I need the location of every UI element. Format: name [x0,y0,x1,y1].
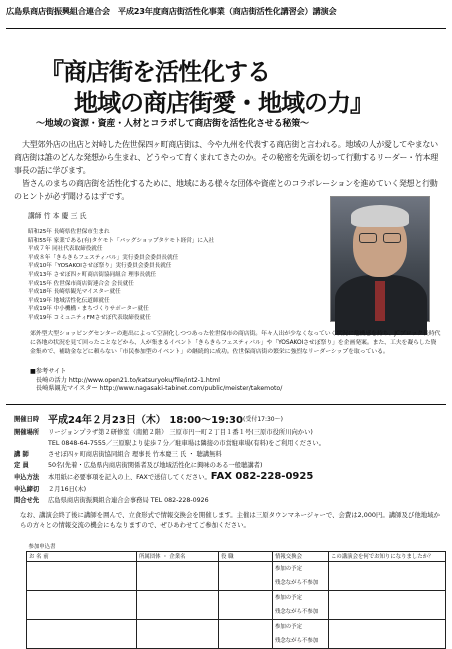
intro-text [14,138,442,203]
source-field[interactable] [329,561,446,590]
form-caption: 参加申込書 [28,544,56,551]
career-list [28,228,214,323]
lecturer-label: 講 師 [14,451,29,458]
form-entry-row [27,590,446,619]
date-value: 平成24年２月23日（木） 18:00～19:30 [48,414,243,426]
intro-paragraph-2: 皆さんのまちの商店街を活性化するために、地域にある様々な団体や資産とのコラボレーションを進めていく発想と行動のヒントが必ず聞けるはずです。 [14,179,438,201]
title-line-2: 地域の商店街愛・地域の力』 [74,88,373,117]
reference-sites [30,368,282,394]
career-item: 平成７年 同社代表取締役就任 [28,246,103,253]
career-item: 昭和25年 長崎県佐世保市生まれ [28,229,110,235]
source-field[interactable] [329,619,446,648]
career-item: 平成19年 中小機構・まちづくりサポーター就任 [28,306,149,313]
lecturer-value: させぼ四ヶ町商店街協同組合 理事長 竹本慶三 氏 ・ 聴講無料 [48,451,222,458]
form-header-exchange: 情報交換会 [273,551,329,561]
deadline-value: ２月16日(木) [48,486,87,493]
form-header-source: この講演会を何でお知りになりましたか？ [329,551,446,561]
capacity-value: 50名(先着・広島県内商店街関係者及び地域活性化に興味のある一般聴講者) [48,462,263,469]
career-item: 平成８年「きらきらフェスティバル」実行委員会委員長就任 [28,254,179,261]
lecturer-description: 郊外型大型ショッピングセンターの進出によって空洞化しつつあった佐世保市の商店街。年々人出が少なくなっていく状況に危機感を持ち、JCブロック長時代に各地の状況を見て回ったことなどから、人が集まるイベント「きらきらフェスティバル」や「YOSAKOIさせぼ祭り」を企画発案。また、工夫を凝らした資金集めで、補助金などに頼らない「市民参加型のイベント」の継続的に成功。佐世保商店街の繁栄に強烈なリーダーシップを取っている。 [30,331,441,355]
organization-field[interactable] [137,619,219,648]
source-field[interactable] [329,590,446,619]
application-form [26,542,446,649]
name-field[interactable] [27,590,137,619]
reference-title: ■参考サイト [30,368,67,375]
deadline-label: 申込締切 [14,486,40,493]
place-value: リージョンプラザ第２研修室（南館２階） 三原市円一町２丁目１番１号(三原市役所川向かい) [48,429,313,436]
position-field[interactable] [219,619,273,648]
career-item: 昭和55年 家業である(有)タケモト「バッグショップタケモト経営」に入社 [28,237,215,244]
career-item: 平成10年「YOSAKOIさせぼ祭り」実行委員会委員長就任 [28,263,172,270]
career-item: 平成13年 させぼ四ヶ町商店街協同組合 理事長就任 [28,271,157,278]
career-item: 平成18年 長崎県観光マイスター就任 [28,289,121,296]
date-label: 開催日時 [14,415,40,423]
apply-value: 本用紙に必要事項を記入の上、FAXで送信してください。 [48,474,211,481]
name-field[interactable] [27,619,137,648]
intro-paragraph-1: 大型郊外店の出店と対峙した佐世保四ヶ町商店街は、今や九州を代表する商店街と言われる。地域の人が愛してやまない商店街は誰のどんな発想から生まれ、どうやって育くまれてきたのか。その秘密を先頭を切って行動するリーダー・竹本理事長の話に学びます。 [14,140,438,175]
form-header-position: 役 職 [219,551,273,561]
name-field[interactable] [27,561,137,590]
career-item: 平成15年 佐世保市商店街連合会 会長就任 [28,280,134,287]
form-header-organization: 所属団体 ・ 企業名 [137,551,219,561]
organization-field[interactable] [137,561,219,590]
career-item: 平成19年 地域活性化伝道師就任 [28,297,110,304]
reference-link-2[interactable]: 長崎県観光マイスター http://www.nagasaki-tabinet.com/public/meister/takemoto/ [36,385,283,393]
lecturer-photo [330,196,430,322]
form-header-name: お 名 前 [27,551,137,561]
organizer-header: 広島県商店街振興組合連合会 平成23年度商店街活性化事業（商店街活性化講習会）講演会 [6,6,337,16]
title-line-1: 『商店街を活性化する [40,57,270,86]
event-details [14,410,444,505]
fax-number: FAX 082-228-0925 [210,471,314,482]
reference-link-1[interactable]: 長崎の活力 http://www.open21.to/katsuryoku/file/int2-1.html [36,376,220,384]
form-entry-row [27,561,446,590]
lecturer-name: 講師 竹 本 慶 三 氏 [28,212,87,220]
form-entry-row [27,619,446,648]
exchange-option[interactable]: 参加の予定 残念ながら不参加 [273,619,329,648]
exchange-option[interactable]: 参加の予定 残念ながら不参加 [273,561,329,590]
contact-label: 問合せ先 [14,497,40,504]
date-note: (受付17:30～) [242,415,283,423]
career-item: 平成19年 コミュニティFMさせぼ代表取締役就任 [28,314,151,321]
organization-field[interactable] [137,590,219,619]
reception-note: なお、講演会終了後に講師を囲んで、立食形式で情報交換会を開催します。主催は三原タウンマネージャーで、会費は2,000円。講師及び他地域からの方々との情報交流の機会にもなりますので、ぜひあわせてご参加ください。 [20,511,440,529]
exchange-option[interactable]: 参加の予定 残念ながら不参加 [273,590,329,619]
subtitle: ～地域の資源・資産・人材とコラボして商店街を活性化させる秘策～ [36,119,309,129]
contact-value: 広島県商店街振興組合連合会事務局 TEL 082-228-0926 [48,497,209,504]
position-field[interactable] [219,561,273,590]
position-field[interactable] [219,590,273,619]
tel-value: TEL 0848-64-7555／三原駅より徒歩７分／駐車場は隣接の市営駐車場(有料)をご利用ください。 [48,440,325,447]
details-rule [6,404,446,405]
place-label: 開催場所 [14,429,40,436]
apply-label: 申込方法 [14,474,40,481]
capacity-label: 定 員 [14,462,29,469]
header-rule [6,28,446,29]
